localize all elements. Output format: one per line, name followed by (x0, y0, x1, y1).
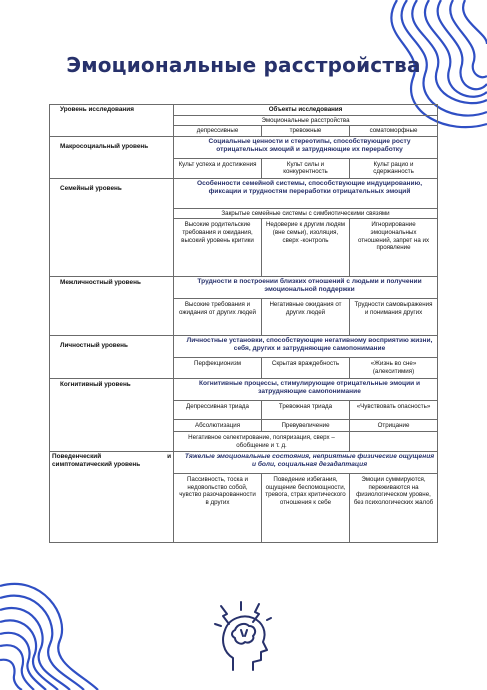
family-theme: Особенности семейной системы, способствующие индуцированию, фиксации и трудностям переработки отрицательных эмоций (174, 178, 438, 208)
interpersonal-cell-anxiety: Негативные ожидания от других людей (262, 299, 350, 336)
level-personal: Личностный уровень (50, 336, 174, 378)
head-lightning-icon (211, 600, 275, 674)
table-row (50, 452, 438, 474)
family-closed-systems: Закрытые семейные системы с симбиотическими связями (174, 208, 438, 219)
table-row (50, 178, 438, 208)
level-interpersonal: Межличностный уровень (50, 277, 174, 336)
behavioral-theme: Тяжелые эмоциональные состояния, неприятные физические ощущения и боли, социальная дезадаптация (174, 452, 438, 474)
emotional-disorders-table (49, 104, 438, 543)
cognitive-cell-anxiety-2: Превувеличение (262, 419, 350, 432)
page-title: Эмоциональные расстройства (66, 53, 421, 77)
table-header-row (50, 105, 438, 116)
col-header-anxiety: тревожные (262, 126, 350, 137)
cognitive-theme: Когнитивные процессы, стимулирующие отрицательные эмоции и затрудняющие самопонимание (174, 378, 438, 400)
table-row (50, 136, 438, 158)
level-family: Семейный уровень (50, 178, 174, 277)
interpersonal-cell-depressive: Высокие требования и ожидания от других людей (174, 299, 262, 336)
behavioral-cell-depressive: Пассивность, тоска и недовольство собой, чувство разочарованности в других (174, 474, 262, 543)
col-header-somatoform: соматоморфные (350, 126, 438, 137)
macro-cell-anxiety: Культ силы и конкурентность (262, 158, 350, 178)
objects-header: Объекты исследования (174, 105, 438, 116)
personal-cell-depressive: Перфекционизм (174, 358, 262, 378)
col-header-depressive: депрессивные (174, 126, 262, 137)
personal-cell-somatoform: «Жизнь во сне» (алекситимия) (350, 358, 438, 378)
table-row (50, 378, 438, 400)
macro-theme: Социальные ценности и стереотипы, способствующие росту отрицательных эмоций и затрудняющие их переработку (174, 136, 438, 158)
cognitive-cell-somatoform: «Чувствовать опасность» (350, 400, 438, 419)
level-behavioral (50, 452, 174, 543)
cognitive-cell-somatoform-2: Отрицание (350, 419, 438, 432)
behavioral-cell-somatoform: Эмоции суммируются, переживаются на физиологическом уровне, без психологических жалоб (350, 474, 438, 543)
cognitive-common: Негативное селектирование, поляризация, сверх – обобщение и т. д. (174, 432, 350, 452)
level-cognitive: Когнитивный уровень (50, 378, 174, 452)
interpersonal-theme: Трудности в построении близких отношений с людьми и получении эмоциональной поддержки (174, 277, 438, 299)
level-behavioral-c: симптоматический уровень (52, 461, 141, 468)
behavioral-cell-anxiety: Поведение избегания, ощущение беспомощности, тревога, страх критического отношения к себе (262, 474, 350, 543)
level-macro: Макросоциальный уровень (50, 136, 174, 178)
cognitive-empty-cell (350, 432, 438, 452)
family-cell-depressive: Высокие родительские требования и ожидания, высокий уровень критики (174, 219, 262, 277)
level-column-header: Уровень исследования (50, 105, 174, 137)
personal-cell-anxiety: Скрытая враждебность (262, 358, 350, 378)
personal-theme: Личностные установки, способствующие негативному восприятию жизни, себя, других и затрудняющие самопонимание (174, 336, 438, 358)
level-behavioral-b: и (167, 453, 171, 461)
family-cell-somatoform: Игнорирование эмоциональных отношений, запрет на их проявление (350, 219, 438, 277)
level-behavioral-a: Поведенческий (52, 453, 102, 461)
family-cell-anxiety: Недоверие к другим людям (вне семьи), изоляция, сверх -контроль (262, 219, 350, 277)
cognitive-cell-depressive: Депрессивная триада (174, 400, 262, 419)
macro-cell-somatoform: Культ рацио и сдержанность (350, 158, 438, 178)
disorders-header: Эмоциональные расстройства (174, 115, 438, 126)
table-row (50, 277, 438, 299)
cognitive-cell-anxiety: Тревожная триада (262, 400, 350, 419)
macro-cell-depressive: Культ успеха и достижения (174, 158, 262, 178)
bottom-left-wave-decoration (0, 570, 120, 690)
table-row (50, 336, 438, 358)
cognitive-cell-depressive-2: Абсолютизация (174, 419, 262, 432)
interpersonal-cell-somatoform: Трудности самовыражения и понимания других (350, 299, 438, 336)
